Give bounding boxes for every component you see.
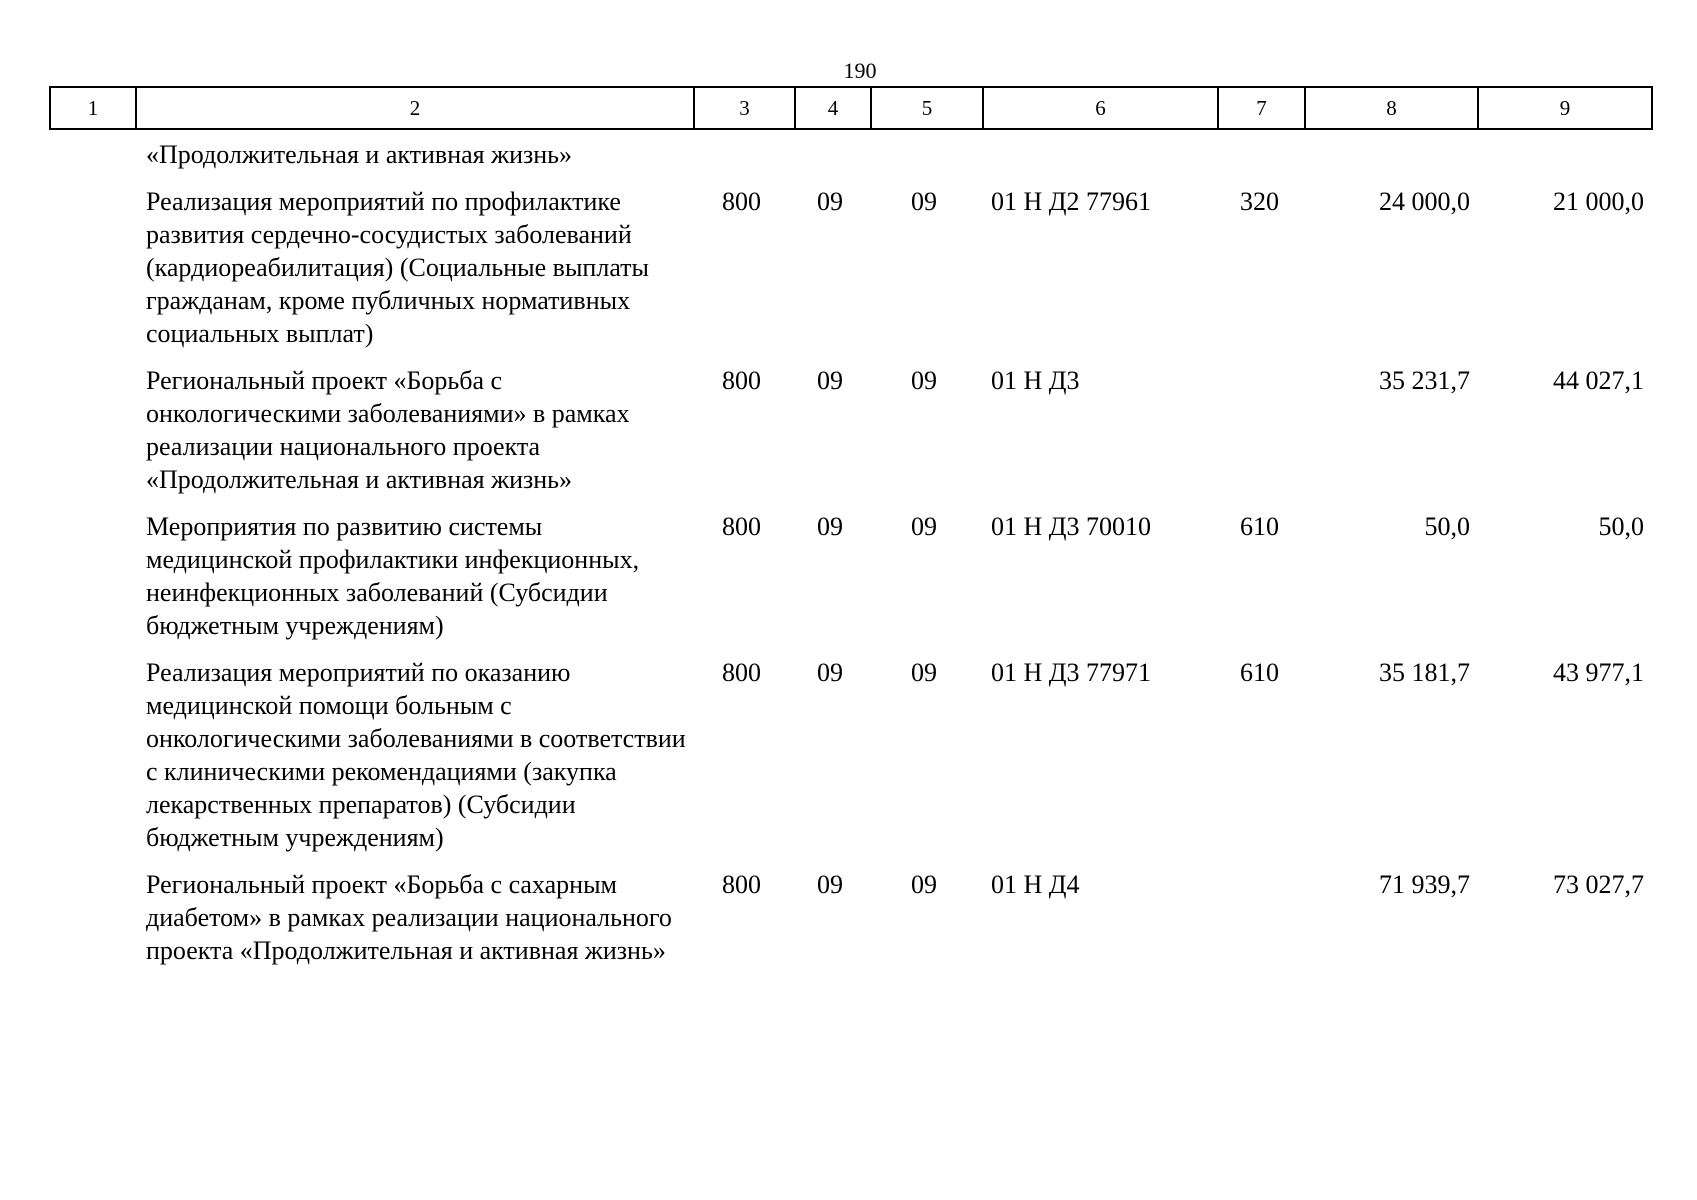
row-index [50, 350, 136, 496]
row-subsection-code: 09 [911, 187, 937, 216]
table-row [50, 854, 1652, 967]
header-row [50, 87, 1652, 129]
row-amount-year-2: 21 000,0 [1553, 187, 1644, 216]
row-target-article: 01 Н Д3 [991, 366, 1080, 395]
row-target-article: 01 Н Д3 70010 [991, 512, 1152, 541]
row-subsection-code: 09 [911, 870, 937, 899]
header-col-8: 8 [1305, 87, 1478, 129]
header-col-9: 9 [1478, 87, 1652, 129]
row-name: Реализация мероприятий по профилактике развития сердечно-сосудистых заболеваний (кардиореабилитация) (Социальные выплаты гражданам, кроме публичных нормативных социальных выплат) [146, 187, 650, 348]
row-amount-year-1: 35 181,7 [1379, 658, 1470, 687]
row-name: Региональный проект «Борьба с онкологическими заболеваниями» в рамках реализации национального проекта «Продолжительная и активная жизнь» [146, 366, 630, 494]
row-target-article: 01 Н Д2 77961 [991, 187, 1152, 216]
row-expense-type: 610 [1240, 658, 1279, 687]
table-row [50, 350, 1652, 496]
row-amount-year-1: 71 939,7 [1379, 870, 1470, 899]
header-col-6: 6 [983, 87, 1218, 129]
budget-table [49, 86, 1653, 967]
row-expense-type: 320 [1240, 187, 1279, 216]
table-row [50, 171, 1652, 350]
row-target-article: 01 Н Д4 [991, 870, 1080, 899]
header-col-4: 4 [795, 87, 871, 129]
row-expense-type [1218, 854, 1305, 967]
row-expense-type [1218, 129, 1305, 171]
row-amount-year-1: 24 000,0 [1379, 187, 1470, 216]
row-ministry-code: 800 [722, 512, 761, 541]
table-row [50, 496, 1652, 642]
row-expense-type [1218, 350, 1305, 496]
row-target-article [983, 129, 1218, 171]
row-subsection-code: 09 [911, 366, 937, 395]
header-col-5: 5 [871, 87, 983, 129]
row-ministry-code: 800 [722, 870, 761, 899]
header-col-1: 1 [50, 87, 136, 129]
row-ministry-code: 800 [722, 187, 761, 216]
row-name: Реализация мероприятий по оказанию медицинской помощи больным с онкологическими заболеваниями в соответствии с клиническими рекомендациями (закупка лекарственных препаратов) (Субсидии бюджетным учреждениям) [146, 658, 686, 852]
row-amount-year-1: 35 231,7 [1379, 366, 1470, 395]
row-amount-year-2: 43 977,1 [1553, 658, 1644, 687]
row-section-code: 09 [817, 512, 843, 541]
page-number: 190 [843, 58, 877, 83]
row-amount-year-2: 50,0 [1598, 512, 1644, 541]
row-target-article: 01 Н Д3 77971 [991, 658, 1152, 687]
header-col-3: 3 [694, 87, 795, 129]
row-name: Мероприятия по развитию системы медицинской профилактики инфекционных, неинфекционных заболеваний (Субсидии бюджетным учреждениям) [146, 512, 640, 640]
row-index [50, 642, 136, 854]
table-row [50, 642, 1652, 854]
row-ministry-code: 800 [722, 366, 761, 395]
row-name: Региональный проект «Борьба с сахарным диабетом» в рамках реализации национального проекта «Продолжительная и активная жизнь» [146, 870, 672, 965]
header-col-7: 7 [1218, 87, 1305, 129]
row-section-code: 09 [817, 870, 843, 899]
row-expense-type: 610 [1240, 512, 1279, 541]
table-row [50, 129, 1652, 171]
row-subsection-code [871, 129, 983, 171]
row-amount-year-2 [1478, 129, 1652, 171]
row-name: «Продолжительная и активная жизнь» [146, 140, 573, 169]
row-index [50, 854, 136, 967]
row-section-code: 09 [817, 187, 843, 216]
row-amount-year-1 [1305, 129, 1478, 171]
row-ministry-code: 800 [722, 658, 761, 687]
row-amount-year-1: 50,0 [1424, 512, 1470, 541]
row-index [50, 171, 136, 350]
header-col-2: 2 [136, 87, 694, 129]
row-section-code: 09 [817, 658, 843, 687]
row-subsection-code: 09 [911, 658, 937, 687]
row-section-code [795, 129, 871, 171]
row-ministry-code [694, 129, 795, 171]
row-amount-year-2: 44 027,1 [1553, 366, 1644, 395]
row-index [50, 129, 136, 171]
row-section-code: 09 [817, 366, 843, 395]
row-index [50, 496, 136, 642]
row-amount-year-2: 73 027,7 [1553, 870, 1644, 899]
row-subsection-code: 09 [911, 512, 937, 541]
